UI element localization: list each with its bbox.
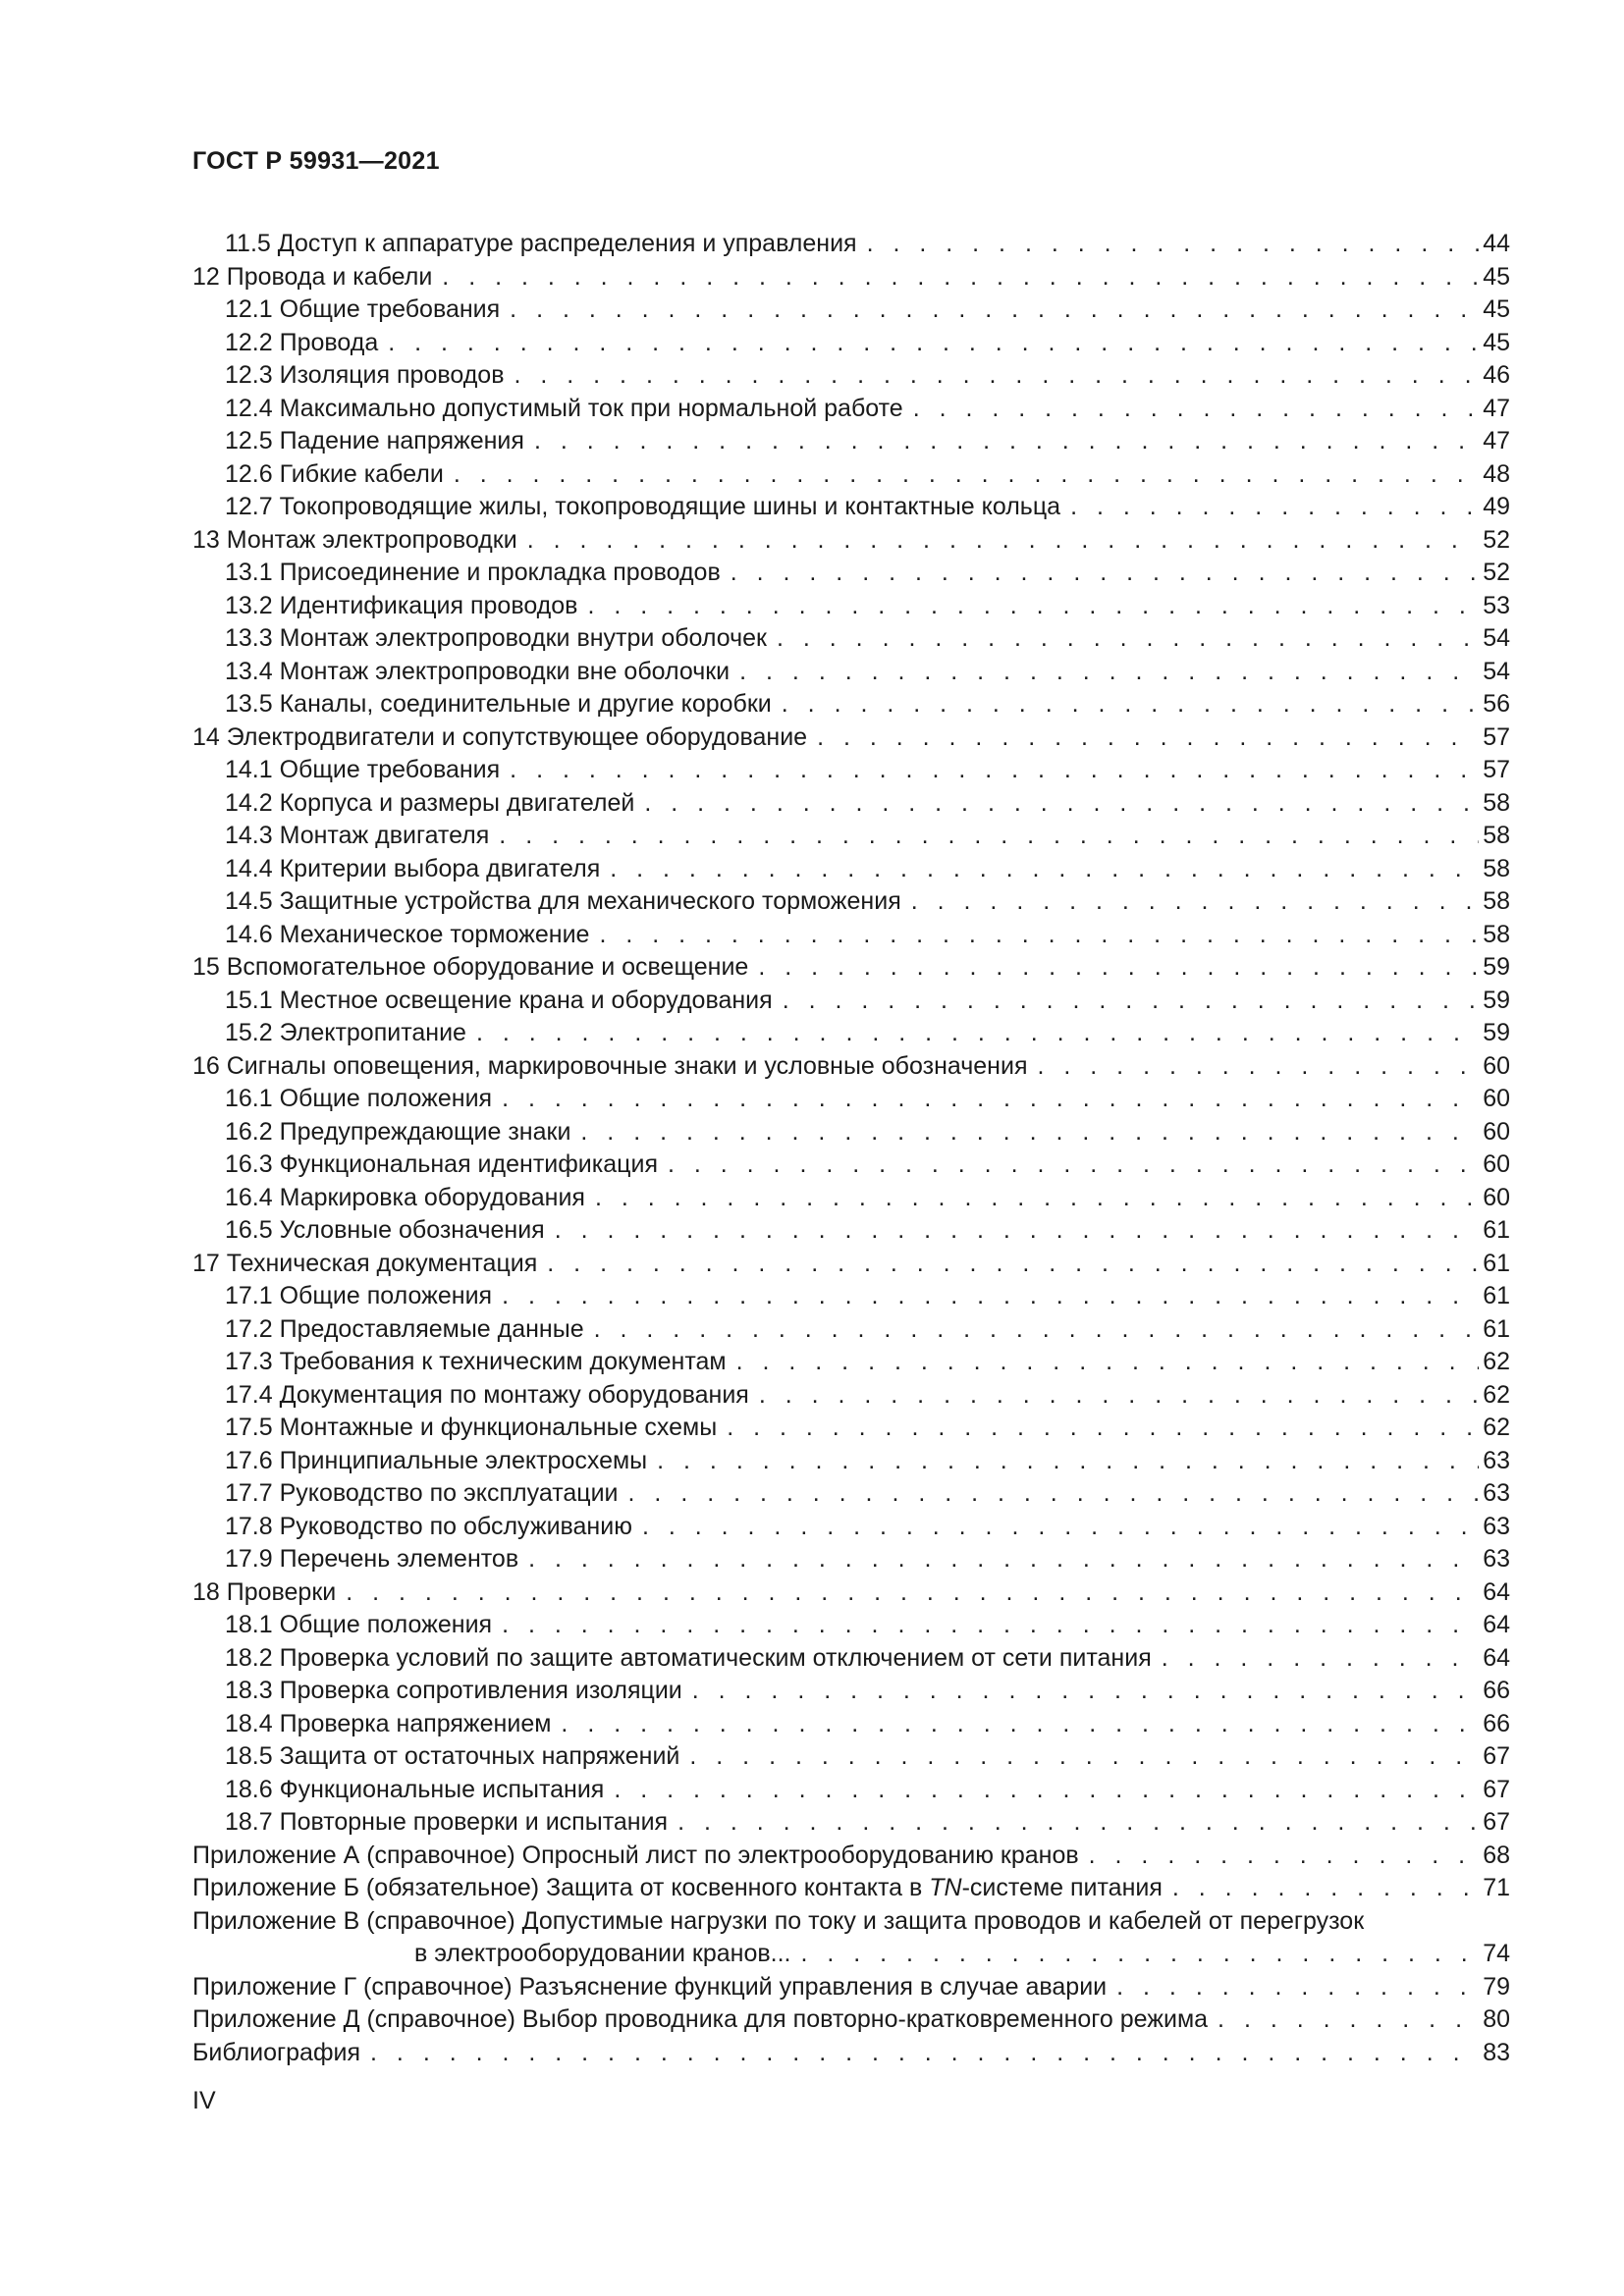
toc-entry[interactable] (192, 524, 1510, 558)
dot-leader (692, 1675, 1479, 1708)
toc-entry-page: 47 (1483, 394, 1510, 422)
toc-entry-title: 14.1 Общие требования (225, 756, 501, 783)
toc-entry-title-part: Приложение Б (обязательное) Защита от косвенного контакта в (192, 1874, 930, 1901)
toc-entry-title: 12.2 Провода (225, 328, 379, 356)
dot-leader (527, 524, 1480, 558)
toc-entry-title: 15.1 Местное освещение крана и оборудования (225, 986, 773, 1014)
document-code: ГОСТ Р 59931—2021 (192, 147, 440, 175)
dot-leader (528, 1543, 1479, 1576)
dot-leader (736, 1346, 1480, 1379)
toc-entry-title: 18.3 Проверка сопротивления изоляции (225, 1677, 682, 1704)
toc-entry-page: 67 (1483, 1742, 1510, 1770)
dot-leader (727, 1412, 1479, 1445)
toc-entry[interactable] (192, 1740, 1510, 1774)
toc-entry-page: 61 (1483, 1249, 1510, 1277)
toc-entry[interactable] (192, 885, 1510, 919)
toc-entry-page: 62 (1483, 1380, 1510, 1409)
toc-entry-page: 64 (1483, 1643, 1510, 1672)
toc-entry-title: 16 Сигналы оповещения, маркировочные знаки и условные обозначения (192, 1051, 1028, 1080)
toc-entry-page: 45 (1483, 262, 1510, 291)
toc-entry-title-italic: TN (929, 1874, 962, 1901)
toc-entry[interactable] (192, 1543, 1510, 1576)
toc-entry[interactable] (192, 491, 1510, 524)
dot-leader (739, 656, 1479, 689)
dot-leader (911, 885, 1479, 919)
dot-leader (800, 1938, 1479, 1971)
dot-leader (782, 688, 1479, 721)
toc-entry[interactable] (192, 1971, 1510, 2004)
toc-entry-title: 18 Проверки (192, 1577, 337, 1606)
toc-entry[interactable] (192, 228, 1510, 261)
toc-entry-title: 15 Вспомогательное оборудование и освещение (192, 953, 749, 981)
dot-leader (502, 1609, 1479, 1642)
toc-entry[interactable] (192, 458, 1510, 492)
table-of-contents (192, 228, 1510, 2069)
dot-leader (677, 1806, 1479, 1840)
toc-entry-page: 67 (1483, 1775, 1510, 1803)
dot-leader (777, 622, 1479, 656)
toc-entry-title: 18.4 Проверка напряжением (225, 1709, 552, 1737)
toc-entry[interactable] (192, 1017, 1510, 1050)
dot-leader (534, 425, 1479, 458)
toc-entry-page: 61 (1483, 1314, 1510, 1343)
toc-entry-title: Приложение А (справочное) Опросный лист по электрооборудованию кранов (192, 1841, 1079, 1869)
toc-entry-title: 17.2 Предоставляемые данные (225, 1314, 584, 1343)
toc-entry[interactable] (192, 1905, 1510, 1939)
toc-entry-page: 62 (1483, 1348, 1510, 1375)
toc-entry[interactable] (192, 2037, 1510, 2070)
toc-entry-page: 60 (1483, 1051, 1510, 1080)
dot-leader (514, 359, 1479, 393)
toc-entry-page: 61 (1483, 1216, 1510, 1244)
toc-entry-title: в электрооборудовании кранов... (414, 1940, 791, 1967)
dot-leader (913, 393, 1480, 426)
toc-entry[interactable] (192, 1477, 1510, 1511)
dot-leader (1089, 1840, 1480, 1873)
toc-entry-page: 67 (1483, 1808, 1510, 1836)
toc-entry-title: 18.5 Защита от остаточных напряжений (225, 1742, 680, 1770)
toc-entry[interactable] (192, 1938, 1510, 1971)
toc-entry[interactable] (192, 853, 1510, 886)
toc-entry[interactable] (192, 951, 1510, 985)
toc-entry[interactable] (192, 1872, 1510, 1905)
toc-entry-page: 58 (1483, 887, 1510, 915)
toc-entry-title: 18.7 Повторные проверки и испытания (225, 1808, 669, 1836)
toc-entry[interactable] (192, 1774, 1510, 1807)
toc-entry-title-part: -системе питания (961, 1874, 1163, 1901)
toc-entry[interactable] (192, 1116, 1510, 1149)
toc-entry-title: 13 Монтаж электропроводки (192, 525, 517, 554)
toc-entry-title: 14 Электродвигатели и сопутствующее оборудование (192, 722, 808, 751)
toc-entry-title: 18.1 Общие положения (225, 1611, 493, 1638)
toc-entry-page: 68 (1483, 1841, 1510, 1869)
toc-entry[interactable] (192, 1148, 1510, 1182)
dot-leader (689, 1740, 1479, 1774)
toc-entry[interactable] (192, 1445, 1510, 1478)
toc-entry[interactable] (192, 1280, 1510, 1313)
toc-entry-page: 71 (1483, 1874, 1510, 1901)
dot-leader (346, 1576, 1479, 1610)
toc-entry[interactable] (192, 1248, 1510, 1281)
dot-leader (610, 853, 1479, 886)
toc-entry-page: 45 (1483, 295, 1510, 323)
dot-leader (594, 1313, 1480, 1347)
toc-entry[interactable] (192, 1182, 1510, 1215)
toc-entry[interactable] (192, 425, 1510, 458)
toc-entry-title: 17 Техническая документация (192, 1249, 538, 1277)
toc-entry-title: 17.7 Руководство по эксплуатации (225, 1479, 619, 1507)
dot-leader (370, 2037, 1479, 2070)
dot-leader (867, 228, 1480, 261)
toc-entry[interactable] (192, 787, 1510, 821)
toc-entry-title: 17.3 Требования к техническим документам (225, 1348, 727, 1375)
toc-entry-page: 54 (1483, 657, 1510, 685)
dot-leader (1038, 1050, 1480, 1084)
toc-entry[interactable] (192, 656, 1510, 689)
toc-entry-title: 13.3 Монтаж электропроводки внутри оболочек (225, 624, 767, 652)
toc-entry-title: 13.5 Каналы, соединительные и другие коробки (225, 690, 772, 718)
toc-entry-page: 58 (1483, 920, 1510, 948)
toc-entry-page: 66 (1483, 1709, 1510, 1737)
toc-entry-page: 60 (1483, 1150, 1510, 1178)
dot-leader (502, 1280, 1479, 1313)
dot-leader (758, 951, 1479, 985)
toc-entry-page: 83 (1483, 2038, 1510, 2066)
toc-entry-title: 17.6 Принципиальные электросхемы (225, 1446, 648, 1474)
toc-entry[interactable] (192, 1313, 1510, 1347)
toc-entry-page: 58 (1483, 854, 1510, 882)
toc-entry-title: 17.4 Документация по монтажу оборудования (225, 1380, 749, 1409)
toc-entry[interactable] (192, 721, 1510, 755)
toc-entry-title: 12 Провода и кабели (192, 262, 433, 291)
dot-leader (510, 294, 1479, 327)
toc-entry-title: 17.1 Общие положения (225, 1282, 493, 1309)
toc-entry[interactable] (192, 1346, 1510, 1379)
toc-entry[interactable] (192, 1511, 1510, 1544)
dot-leader (561, 1708, 1479, 1741)
dot-leader (1172, 1872, 1479, 1905)
dot-leader (759, 1379, 1479, 1413)
dot-leader (476, 1017, 1479, 1050)
dot-leader (657, 1445, 1479, 1478)
toc-entry-title: 14.3 Монтаж двигателя (225, 822, 490, 849)
toc-entry-title: 12.1 Общие требования (225, 295, 501, 323)
toc-entry[interactable] (192, 359, 1510, 393)
toc-entry-title: 14.5 Защитные устройства для механического торможения (225, 887, 901, 915)
toc-entry-page: 80 (1483, 2005, 1510, 2033)
toc-entry[interactable] (192, 1214, 1510, 1248)
toc-entry[interactable] (192, 1412, 1510, 1445)
toc-entry-page: 58 (1483, 822, 1510, 849)
toc-entry[interactable] (192, 1083, 1510, 1116)
toc-entry-page: 66 (1483, 1677, 1510, 1704)
dot-leader (599, 919, 1479, 952)
toc-entry-page: 79 (1483, 1972, 1510, 2001)
toc-entry-page: 64 (1483, 1577, 1510, 1606)
toc-entry-title: 13.2 Идентификация проводов (225, 591, 578, 619)
toc-entry-title: 12.6 Гибкие кабели (225, 459, 444, 488)
toc-entry[interactable] (192, 590, 1510, 623)
toc-entry[interactable] (192, 1379, 1510, 1413)
dot-leader (547, 1248, 1479, 1281)
toc-entry-title: 16.1 Общие положения (225, 1085, 493, 1112)
dot-leader (587, 590, 1479, 623)
dot-leader (731, 557, 1479, 590)
dot-leader (628, 1477, 1480, 1511)
toc-entry-page: 52 (1483, 525, 1510, 554)
toc-entry-page: 60 (1483, 1117, 1510, 1146)
dot-leader (510, 754, 1479, 787)
toc-entry-title: 13.1 Присоединение и прокладка проводов (225, 559, 721, 586)
toc-entry-page: 61 (1483, 1282, 1510, 1309)
toc-entry-title: 12.5 Падение напряжения (225, 427, 524, 454)
toc-entry-page: 46 (1483, 361, 1510, 389)
toc-entry-title: 11.5 Доступ к аппаратуре распределения и управления (225, 230, 857, 257)
toc-entry-page: 74 (1483, 1940, 1510, 1967)
toc-entry-title: Приложение Д (справочное) Выбор проводника для повторно-кратковременного режима (192, 2005, 1209, 2033)
toc-entry-page: 64 (1483, 1611, 1510, 1638)
toc-entry[interactable] (192, 1576, 1510, 1610)
toc-entry-title: Библиография (192, 2038, 361, 2066)
toc-entry[interactable] (192, 1840, 1510, 1873)
toc-entry-page: 59 (1483, 953, 1510, 981)
toc-entry[interactable] (192, 1609, 1510, 1642)
toc-entry-page: 53 (1483, 591, 1510, 619)
toc-entry[interactable] (192, 2003, 1510, 2037)
toc-entry[interactable] (192, 1708, 1510, 1741)
dot-leader (614, 1774, 1479, 1807)
toc-entry-title: 13.4 Монтаж электропроводки вне оболочки (225, 657, 731, 685)
dot-leader (817, 721, 1479, 755)
toc-entry-title: 17.8 Руководство по обслуживанию (225, 1512, 632, 1540)
toc-entry-title: 14.6 Механическое торможение (225, 920, 590, 948)
toc-entry-title: 14.4 Критерии выбора двигателя (225, 854, 601, 882)
dot-leader (502, 1083, 1479, 1116)
dot-leader (442, 261, 1479, 294)
toc-entry[interactable] (192, 557, 1510, 590)
toc-entry-page: 49 (1483, 493, 1510, 520)
toc-entry-page: 57 (1483, 722, 1510, 751)
toc-entry[interactable] (192, 688, 1510, 721)
toc-entry[interactable] (192, 1050, 1510, 1084)
dot-leader (668, 1148, 1479, 1182)
toc-entry-page: 59 (1483, 986, 1510, 1014)
toc-entry[interactable] (192, 393, 1510, 426)
toc-entry-page: 63 (1483, 1446, 1510, 1474)
toc-entry-page: 45 (1483, 328, 1510, 356)
dot-leader (1162, 1642, 1479, 1676)
toc-entry-page: 52 (1483, 559, 1510, 586)
toc-entry[interactable] (192, 919, 1510, 952)
toc-entry[interactable] (192, 261, 1510, 294)
toc-entry-title: 14.2 Корпуса и размеры двигателей (225, 788, 635, 817)
toc-entry-page: 59 (1483, 1019, 1510, 1046)
toc-entry-page: 63 (1483, 1545, 1510, 1573)
dot-leader (580, 1116, 1479, 1149)
toc-entry-title: 16.4 Маркировка оборудования (225, 1183, 585, 1211)
toc-entry-title: Приложение Г (справочное) Разъяснение функций управления в случае аварии (192, 1972, 1108, 2001)
toc-entry-page: 57 (1483, 756, 1510, 783)
toc-entry-page: 48 (1483, 459, 1510, 488)
toc-entry[interactable] (192, 294, 1510, 327)
toc-entry-title: 17.5 Монтажные и функциональные схемы (225, 1414, 718, 1441)
toc-entry-title: 15.2 Электропитание (225, 1019, 466, 1046)
toc-entry-title (192, 1872, 1163, 1905)
toc-entry-page: 62 (1483, 1414, 1510, 1441)
dot-leader (642, 1511, 1479, 1544)
dot-leader (1070, 491, 1479, 524)
toc-entry-title: 18.2 Проверка условий по защите автоматическим отключением от сети питания (225, 1643, 1152, 1672)
toc-entry[interactable] (192, 1675, 1510, 1708)
toc-entry-page: 56 (1483, 690, 1510, 718)
toc-entry-page: 60 (1483, 1183, 1510, 1211)
toc-entry-title: 16.2 Предупреждающие знаки (225, 1117, 571, 1146)
dot-leader (388, 327, 1479, 360)
page-number: IV (192, 2087, 216, 2114)
dot-leader (1116, 1971, 1479, 2004)
dot-leader (454, 458, 1479, 492)
dot-leader (1218, 2003, 1479, 2037)
dot-leader (595, 1182, 1479, 1215)
dot-leader (499, 820, 1479, 853)
toc-entry[interactable] (192, 327, 1510, 360)
toc-entry[interactable] (192, 1642, 1510, 1676)
toc-entry-title: 12.7 Токопроводящие жилы, токопроводящие шины и контактные кольца (225, 493, 1061, 520)
toc-entry-title: 12.4 Максимально допустимый ток при нормальной работе (225, 394, 903, 422)
toc-entry-title: 16.3 Функциональная идентификация (225, 1150, 658, 1178)
toc-entry-title: 12.3 Изоляция проводов (225, 361, 505, 389)
toc-entry-page: 47 (1483, 427, 1510, 454)
toc-entry[interactable] (192, 820, 1510, 853)
toc-entry-page: 54 (1483, 624, 1510, 652)
toc-entry-page: 44 (1483, 230, 1510, 257)
dot-leader (783, 985, 1480, 1018)
toc-entry-title: 16.5 Условные обозначения (225, 1216, 545, 1244)
toc-entry[interactable] (192, 622, 1510, 656)
toc-entry-title: Приложение В (справочное) Допустимые нагрузки по току и защита проводов и кабелей от перегрузок (192, 1906, 1365, 1935)
dot-leader (644, 787, 1479, 821)
toc-entry[interactable] (192, 1806, 1510, 1840)
toc-entry-title: 18.6 Функциональные испытания (225, 1775, 605, 1803)
toc-entry-page: 63 (1483, 1479, 1510, 1507)
toc-entry[interactable] (192, 754, 1510, 787)
toc-entry-page: 58 (1483, 788, 1510, 817)
toc-entry-title: 17.9 Перечень элементов (225, 1545, 519, 1573)
toc-entry-page: 63 (1483, 1512, 1510, 1540)
toc-entry-page: 60 (1483, 1085, 1510, 1112)
dot-leader (555, 1214, 1479, 1248)
toc-entry[interactable] (192, 985, 1510, 1018)
